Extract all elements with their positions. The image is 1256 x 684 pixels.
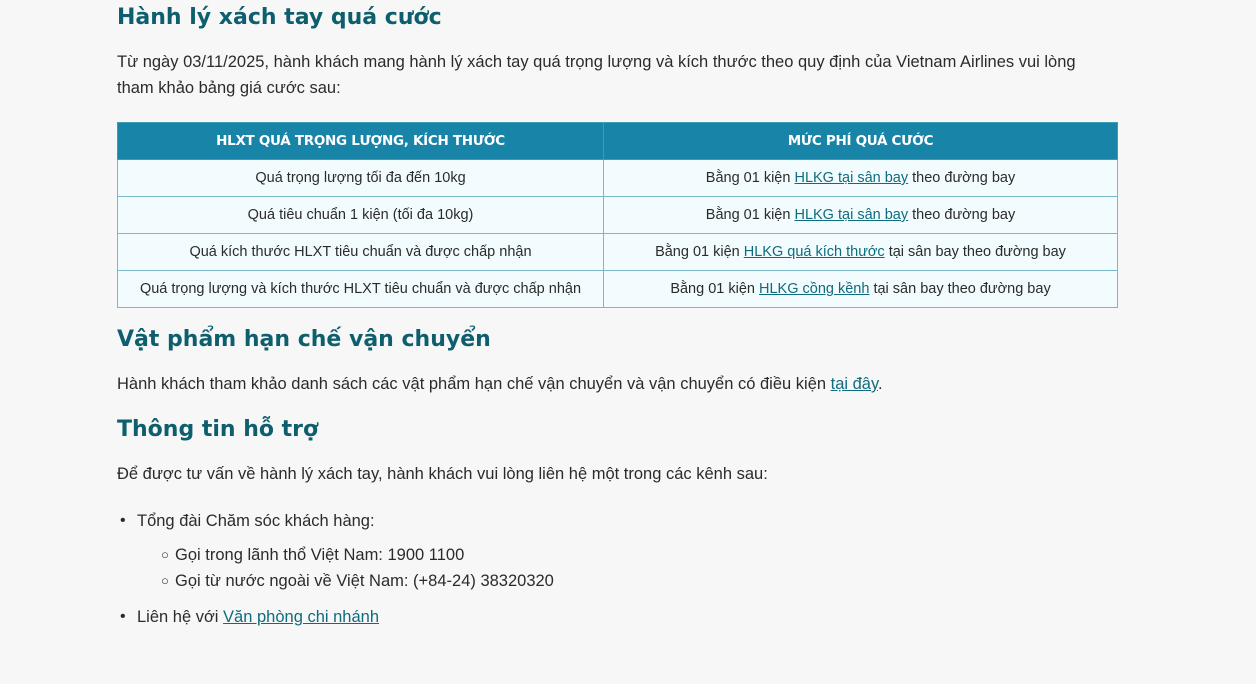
table-row <box>118 197 1118 234</box>
restricted-items-link[interactable]: tại đây <box>830 375 879 393</box>
branch-office-link[interactable]: Văn phòng chi nhánh <box>223 608 380 626</box>
hotline-label: Tổng đài Chăm sóc khách hàng: <box>137 512 375 530</box>
fee-prefix: Bằng 01 kiện <box>705 207 795 223</box>
fee-prefix: Bằng 01 kiện <box>705 170 795 186</box>
table-row <box>118 234 1118 271</box>
list-item <box>161 542 554 568</box>
bullet-icon: • <box>120 608 126 625</box>
column-header-condition: HLXT QUÁ TRỌNG LƯỢNG, KÍCH THƯỚC <box>118 123 604 160</box>
oversized-baggage-link[interactable]: HLKG quá kích thước <box>743 244 885 260</box>
fee-prefix: Bằng 01 kiện <box>670 281 759 297</box>
fee-cell <box>604 234 1118 271</box>
restricted-items-text <box>117 371 883 397</box>
fee-suffix: theo đường bay <box>908 207 1016 223</box>
table-row <box>118 160 1118 197</box>
international-hotline: Gọi từ nước ngoài về Việt Nam: (+84-24) 38320320 <box>175 572 554 590</box>
circle-bullet-icon: ○ <box>161 547 169 562</box>
list-item <box>117 508 554 594</box>
fee-cell <box>604 160 1118 197</box>
checked-baggage-airport-link[interactable]: HLKG tại sân bay <box>794 207 909 223</box>
bullet-icon: • <box>120 512 126 529</box>
bulky-baggage-link[interactable]: HLKG cồng kềnh <box>759 281 870 297</box>
table-header-row <box>118 123 1118 160</box>
checked-baggage-airport-link[interactable]: HLKG tại sân bay <box>794 170 909 186</box>
support-channel-list <box>117 508 554 630</box>
fee-suffix: tại sân bay theo đường bay <box>869 281 1051 297</box>
overweight-fee-table <box>117 122 1118 308</box>
table-row <box>118 271 1118 308</box>
fee-cell <box>604 197 1118 234</box>
condition-cell: Quá kích thước HLXT tiêu chuẩn và được chấp nhận <box>118 234 604 271</box>
list-item <box>117 604 554 630</box>
fee-cell <box>604 271 1118 308</box>
restricted-items-heading: Vật phẩm hạn chế vận chuyển <box>117 327 491 352</box>
condition-cell: Quá trọng lượng tối đa đến 10kg <box>118 160 604 197</box>
restricted-text-prefix: Hành khách tham khảo danh sách các vật phẩm hạn chế vận chuyển và vận chuyển có điều kiện <box>117 375 831 393</box>
column-header-fee: MỨC PHÍ QUÁ CƯỚC <box>604 123 1118 160</box>
fee-suffix: tại sân bay theo đường bay <box>884 244 1066 260</box>
support-intro-text: Để được tư vấn về hành lý xách tay, hành khách vui lòng liên hệ một trong các kênh sau: <box>117 465 768 483</box>
fee-prefix: Bằng 01 kiện <box>655 244 744 260</box>
circle-bullet-icon: ○ <box>161 573 169 588</box>
overweight-baggage-heading: Hành lý xách tay quá cước <box>117 5 442 30</box>
hotline-sublist <box>137 542 554 594</box>
fee-suffix: theo đường bay <box>908 170 1016 186</box>
condition-cell: Quá trọng lượng và kích thước HLXT tiêu chuẩn và được chấp nhận <box>118 271 604 308</box>
overweight-intro-text: Từ ngày 03/11/2025, hành khách mang hành lý xách tay quá trọng lượng và kích thước theo quy định của Vietnam Airlines vui lòng tham khảo bảng giá cước sau: <box>117 53 1076 97</box>
list-item <box>161 568 554 594</box>
domestic-hotline: Gọi trong lãnh thổ Việt Nam: 1900 1100 <box>175 546 465 564</box>
condition-cell: Quá tiêu chuẩn 1 kiện (tối đa 10kg) <box>118 197 604 234</box>
restricted-text-suffix: . <box>878 375 883 393</box>
support-info-heading: Thông tin hỗ trợ <box>117 417 319 442</box>
office-prefix: Liên hệ với <box>137 608 224 626</box>
